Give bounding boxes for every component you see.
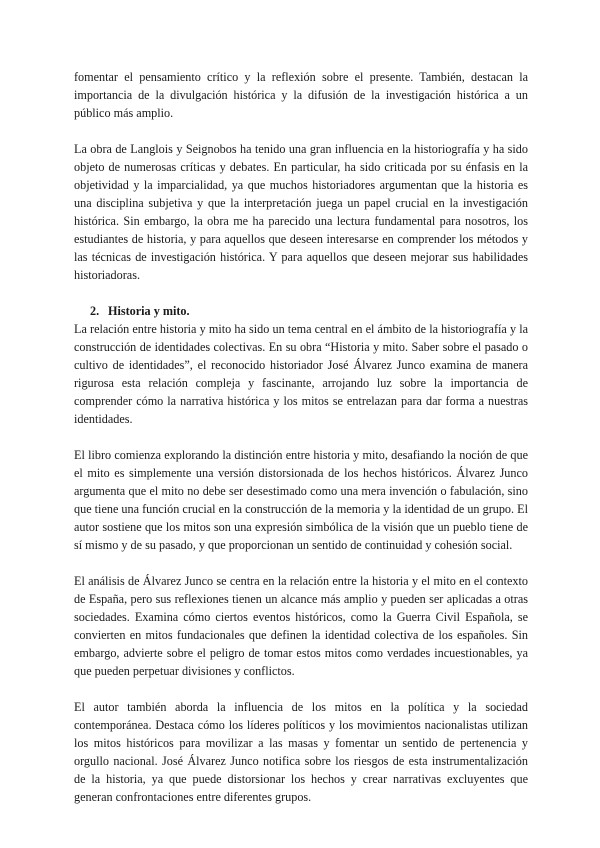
section-title: Historia y mito.: [108, 304, 190, 318]
paragraph-historia-mito-intro: La relación entre historia y mito ha sido un tema central en el ámbito de la historiografía y la construcción de identidades colectivas. En su obra “Historia y mito. Saber sobre el pasado o cultivo de identidades”, el reconocido historiador José Álvarez Junco examina de manera rigurosa esta relación compleja y fascinante, arrojando luz sobre la importancia de comprender cómo la narrativa histórica y los mitos se entrelazan para dar forma a nuestras identidades.: [74, 322, 528, 426]
paragraph-distincion-historia-mito: El libro comienza explorando la distinción entre historia y mito, desafiando la noción de que el mito es simplemente una versión distorsionada de los hechos históricos. Álvarez Junco argumenta que el mito no debe ser desestimado como una mera invención o fabulación, sino que tiene una función crucial en la construcción de la memoria y la identidad de un grupo. El autor sostiene que los mitos son una expresión simbólica de la visión que un pueblo tiene de sí mismo y de su pasado, y que proporcionan un sentido de continuidad y cohesión social.: [74, 448, 528, 552]
document-body: [74, 68, 528, 824]
section-heading: [74, 302, 528, 320]
paragraph-politica-sociedad: El autor también aborda la influencia de los mitos en la política y la sociedad contemporánea. Destaca cómo los líderes políticos y los movimientos nacionalistas utilizan los mitos históricos para movilizar a las masas y fomentar un sentido de pertenencia y orgullo nacional. José Álvarez Junco notifica sobre los riesgos de esta instrumentalización de la historia, ya que puede distorsionar los hechos y crear narrativas excluyentes que generan confrontaciones entre diferentes grupos.: [74, 700, 528, 804]
section-number: 2.: [90, 304, 100, 318]
paragraph-analisis-espana: El análisis de Álvarez Junco se centra en la relación entre la historia y el mito en el contexto de España, pero sus reflexiones tienen un alcance más amplio y pueden ser aplicadas a otras sociedades. Examina cómo ciertos eventos históricos, como la Guerra Civil Española, se convierten en mitos fundacionales que definen la identidad colectiva de los españoles. Sin embargo, advierte sobre el peligro de tomar estos mitos como verdades incuestionables, ya que pueden perpetuar divisiones y conflictos.: [74, 574, 528, 678]
paragraph-continuation: fomentar el pensamiento crítico y la reflexión sobre el presente. También, destacan la importancia de la divulgación histórica y la difusión de la investigación histórica a un público más amplio.: [74, 70, 528, 120]
paragraph-langlois-seignobos: La obra de Langlois y Seignobos ha tenido una gran influencia en la historiografía y ha sido objeto de numerosas críticas y debates. En particular, ha sido criticada por su énfasis en la objetividad y la imparcialidad, ya que muchos historiadores argumentan que la historia es una disciplina subjetiva y que la interpretación juega un papel crucial en la investigación histórica. Sin embargo, la obra me ha parecido una lectura fundamental para nosotros, los estudiantes de historia, y para aquellos que deseen interesarse en comprender los métodos y las técnicas de investigación histórica. Y para aquellos que deseen mejorar sus habilidades historiadoras.: [74, 142, 528, 282]
